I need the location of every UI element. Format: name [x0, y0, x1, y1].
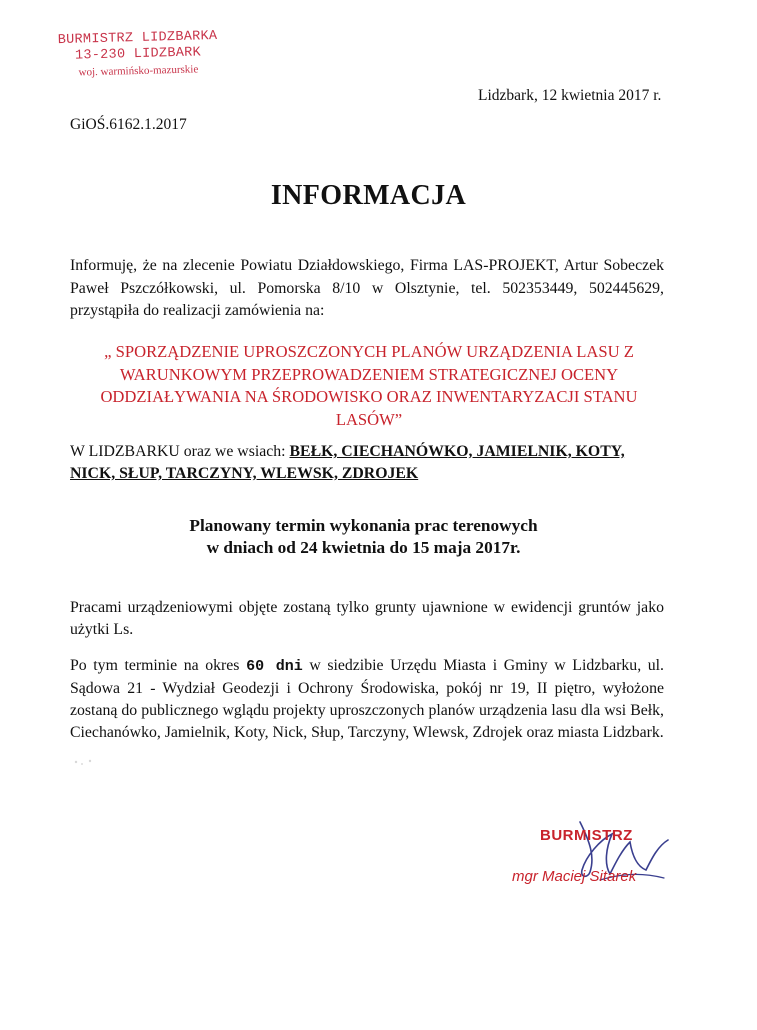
project-name: „ SPORZĄDZENIE UPROSZCZONYCH PLANÓW URZĄDZENIA LASU Z WARUNKOWYM PRZEPROWADZENIEM STRATEGICZNEJ OCENY ODDZIAŁYWANIA NA ŚRODOWISKO ORAZ INWENTARYZACJI STANU LASÓW” — [100, 342, 638, 429]
schedule-line-2: w dniach od 24 kwietnia do 15 maja 2017r. — [206, 538, 521, 557]
signatory-name: mgr Maciej Sitarek — [512, 868, 637, 885]
locations-paragraph — [70, 441, 666, 485]
stamp-line-2: 13-230 LIDZBARK — [74, 45, 202, 64]
reference-number: GiOŚ.6162.1.2017 — [70, 116, 187, 133]
locations-prefix: W LIDZBARKU oraz we wsiach: — [70, 443, 290, 460]
document-date: Lidzbark, 12 kwietnia 2017 r. — [478, 87, 662, 104]
scope-paragraph: Pracami urządzeniowymi objęte zostaną tylko grunty ujawnione w ewidencji gruntów jako użytki Ls. — [70, 599, 664, 638]
schedule-heading — [0, 515, 727, 559]
schedule-line-1: Planowany termin wykonania prac terenowych — [189, 516, 538, 535]
official-stamp — [45, 28, 230, 82]
display-after: w siedzibie Urzędu Miasta i Gminy w Lidzbarku, ul. Sądowa 21 - Wydział Geodezji i Ochrony Środowiska, pokój nr 19, II piętro, wyłożone zostaną do publicznego wglądu projekty uproszczonych planów urządzenia lasu dla wsi Bełk, Ciechanówko, Jamielnik, Koty, Nick, Słup, Tarczyny, Wlewsk, Zdrojek oraz miasta Lidzbark. — [70, 657, 664, 741]
scan-speck — [70, 752, 100, 772]
document-title: INFORMACJA — [270, 180, 467, 211]
intro-paragraph: Informuję, że na zlecenie Powiatu Działdowskiego, Firma LAS-PROJEKT, Artur Sobeczek Paweł Pszczółkowski, ul. Pomorska 8/10 w Olsztynie, tel. 502353449, 502445629, przystąpiła do realizacji zamówienia na: — [70, 257, 664, 319]
stamp-line-3: woj. warmińsko-mazurskie — [78, 63, 199, 79]
display-days: 60 dni — [246, 658, 303, 675]
stamp-line-1: BURMISTRZ LIDZBARKA — [57, 28, 218, 49]
display-before: Po tym terminie na okres — [70, 657, 247, 674]
display-paragraph — [70, 655, 664, 744]
signatory-title: BURMISTRZ — [540, 827, 633, 844]
village-list: BEŁK, CIECHANÓWKO, JAMIELNIK, KOTY, NICK, SŁUP, TARCZYNY, WLEWSK, ZDROJEK — [70, 443, 625, 482]
